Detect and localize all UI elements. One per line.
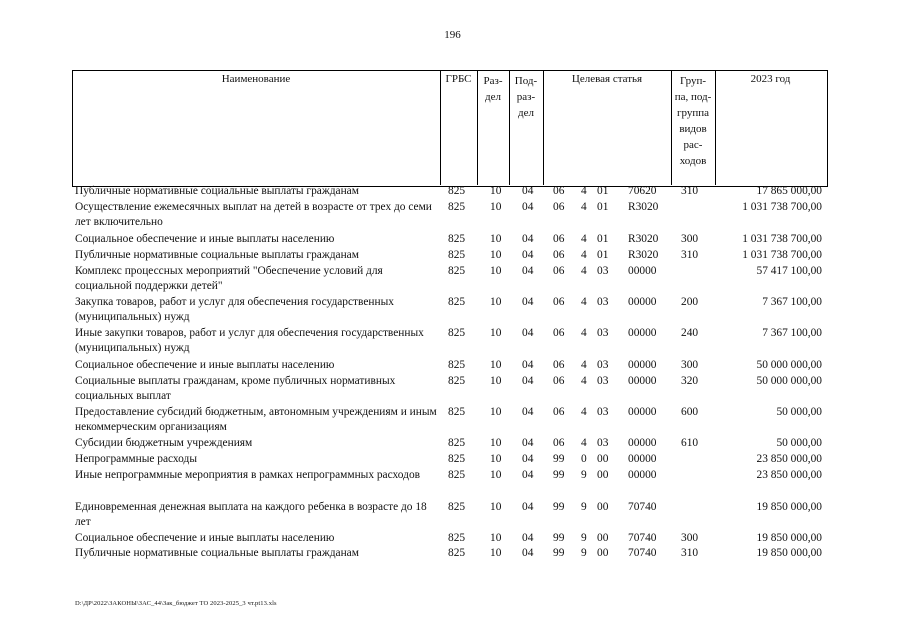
row-amount: 19 850 000,00 <box>756 532 822 544</box>
row-target-4: 00000 <box>628 296 657 308</box>
row-grbs: 825 <box>448 532 466 544</box>
row-grbs: 825 <box>448 501 466 513</box>
row-target-2: 9 <box>581 532 587 544</box>
header-razdel-line: Раз- <box>483 75 503 87</box>
row-name: Субсидии бюджетным учреждениям <box>75 437 253 449</box>
col-divider <box>440 70 441 185</box>
row-amount: 19 850 000,00 <box>756 501 822 513</box>
header-name-text: Наименование <box>221 73 291 85</box>
row-target-3: 00 <box>597 453 609 465</box>
header-podrazdel <box>509 70 543 121</box>
row-amount: 23 850 000,00 <box>756 469 822 481</box>
row-razdel: 10 <box>490 453 502 465</box>
header-podrazdel-line: Под- <box>514 75 538 87</box>
row-podrazdel: 04 <box>522 469 534 481</box>
row-target-1: 06 <box>553 359 565 371</box>
row-target-3: 03 <box>597 359 609 371</box>
row-razdel: 10 <box>490 501 502 513</box>
row-amount: 50 000,00 <box>776 437 822 449</box>
row-podrazdel: 04 <box>522 249 534 261</box>
row-razdel: 10 <box>490 296 502 308</box>
row-target-3: 00 <box>597 501 609 513</box>
row-target-2: 9 <box>581 469 587 481</box>
row-target-2: 4 <box>581 375 587 387</box>
row-target-1: 99 <box>553 469 565 481</box>
row-group: 310 <box>681 547 699 559</box>
row-razdel: 10 <box>490 547 502 559</box>
row-grbs: 825 <box>448 359 466 371</box>
row-target-3: 01 <box>597 201 609 213</box>
row-group: 200 <box>681 296 699 308</box>
row-amount: 23 850 000,00 <box>756 453 822 465</box>
row-razdel: 10 <box>490 249 502 261</box>
row-group: 600 <box>681 406 699 418</box>
row-podrazdel: 04 <box>522 201 534 213</box>
row-grbs: 825 <box>448 185 466 197</box>
row-grbs: 825 <box>448 296 466 308</box>
row-razdel: 10 <box>490 359 502 371</box>
row-target-3: 03 <box>597 375 609 387</box>
header-group-line: па, под- <box>674 91 712 103</box>
row-target-2: 4 <box>581 233 587 245</box>
row-podrazdel: 04 <box>522 185 534 197</box>
row-name: Публичные нормативные социальные выплаты гражданам <box>75 249 359 261</box>
row-podrazdel: 04 <box>522 233 534 245</box>
row-podrazdel: 04 <box>522 359 534 371</box>
row-amount: 7 367 100,00 <box>762 296 822 308</box>
row-target-3: 03 <box>597 437 609 449</box>
row-name: Социальное обеспечение и иные выплаты населению <box>75 359 335 371</box>
row-target-1: 06 <box>553 375 565 387</box>
row-name: Публичные нормативные социальные выплаты гражданам <box>75 547 359 559</box>
row-target-2: 4 <box>581 406 587 418</box>
header-group-line: Груп- <box>679 75 707 87</box>
header-group <box>671 70 715 169</box>
row-target-3: 00 <box>597 547 609 559</box>
row-group: 240 <box>681 327 699 339</box>
row-amount: 1 031 738 700,00 <box>742 249 822 261</box>
row-grbs: 825 <box>448 233 466 245</box>
row-target-2: 0 <box>581 453 587 465</box>
row-target-4: R3020 <box>628 249 659 261</box>
row-target-1: 06 <box>553 233 565 245</box>
col-divider <box>715 70 716 185</box>
header-year: 2023 год <box>750 73 791 85</box>
row-name: Социальное обеспечение и иные выплаты населению <box>75 532 335 544</box>
col-divider <box>543 70 544 185</box>
row-grbs: 825 <box>448 375 466 387</box>
row-target-4: 00000 <box>628 437 657 449</box>
row-name: Закупка товаров, работ и услуг для обеспечения государственных (муниципальных) нужд <box>75 296 394 323</box>
row-target-4: 00000 <box>628 469 657 481</box>
row-podrazdel: 04 <box>522 375 534 387</box>
row-name: Предоставление субсидий бюджетным, автономным учреждениям и иным некоммерческим организациям <box>75 406 437 433</box>
row-podrazdel: 04 <box>522 296 534 308</box>
row-razdel: 10 <box>490 185 502 197</box>
row-target-1: 06 <box>553 327 565 339</box>
row-target-2: 9 <box>581 501 587 513</box>
row-target-4: 00000 <box>628 406 657 418</box>
row-target-2: 9 <box>581 547 587 559</box>
row-target-2: 4 <box>581 201 587 213</box>
row-target-1: 99 <box>553 501 565 513</box>
row-grbs: 825 <box>448 453 466 465</box>
row-group: 300 <box>681 532 699 544</box>
row-name: Единовременная денежная выплата на каждого ребенка в возрасте до 18 лет <box>75 501 427 528</box>
row-grbs: 825 <box>448 249 466 261</box>
row-target-3: 03 <box>597 265 609 277</box>
row-target-2: 4 <box>581 185 587 197</box>
header-podrazdel-line: дел <box>518 107 534 119</box>
row-name: Комплекс процессных мероприятий "Обеспечение условий для социальной поддержки детей" <box>75 265 383 292</box>
row-target-4: 00000 <box>628 265 657 277</box>
row-razdel: 10 <box>490 327 502 339</box>
row-target-1: 06 <box>553 185 565 197</box>
row-target-2: 4 <box>581 296 587 308</box>
row-razdel: 10 <box>490 375 502 387</box>
row-grbs: 825 <box>448 406 466 418</box>
row-target-2: 4 <box>581 249 587 261</box>
row-target-1: 99 <box>553 453 565 465</box>
row-name: Социальное обеспечение и иные выплаты населению <box>75 233 335 245</box>
header-razdel-line: дел <box>485 91 501 103</box>
row-target-2: 4 <box>581 359 587 371</box>
row-target-4: 00000 <box>628 359 657 371</box>
row-name: Иные непрограммные мероприятия в рамках непрограммных расходов <box>75 469 421 481</box>
row-target-4: 70620 <box>628 185 657 197</box>
row-group: 300 <box>681 233 699 245</box>
row-name: Осуществление ежемесячных выплат на детей в возрасте от трех до семи лет включительно <box>75 201 432 228</box>
row-group: 610 <box>681 437 699 449</box>
row-target-2: 4 <box>581 327 587 339</box>
row-target-4: 00000 <box>628 375 657 387</box>
row-target-3: 01 <box>597 233 609 245</box>
row-group: 300 <box>681 359 699 371</box>
header-grbs: ГРБС <box>445 73 472 85</box>
row-target-1: 99 <box>553 532 565 544</box>
row-name: Непрограммные расходы <box>75 453 197 465</box>
header-group-line: видов <box>679 123 707 135</box>
row-grbs: 825 <box>448 265 466 277</box>
row-target-3: 01 <box>597 185 609 197</box>
row-grbs: 825 <box>448 547 466 559</box>
row-grbs: 825 <box>448 437 466 449</box>
header-name <box>72 70 440 85</box>
row-target-2: 4 <box>581 265 587 277</box>
row-amount: 7 367 100,00 <box>762 327 822 339</box>
row-target-3: 01 <box>597 249 609 261</box>
row-amount: 1 031 738 700,00 <box>742 201 822 213</box>
row-target-3: 03 <box>597 327 609 339</box>
page-number: 196 <box>444 29 461 41</box>
header-razdel <box>477 70 509 105</box>
row-target-4: 70740 <box>628 547 657 559</box>
header-group-line: рас- <box>683 139 703 151</box>
header-target: Целевая статья <box>571 73 643 85</box>
row-razdel: 10 <box>490 265 502 277</box>
row-amount: 50 000 000,00 <box>756 375 822 387</box>
row-amount: 57 417 100,00 <box>756 265 822 277</box>
row-target-1: 99 <box>553 547 565 559</box>
row-podrazdel: 04 <box>522 406 534 418</box>
row-group: 320 <box>681 375 699 387</box>
row-target-1: 06 <box>553 296 565 308</box>
row-target-1: 06 <box>553 265 565 277</box>
row-target-4: 70740 <box>628 501 657 513</box>
row-grbs: 825 <box>448 469 466 481</box>
row-target-1: 06 <box>553 437 565 449</box>
row-group: 310 <box>681 249 699 261</box>
row-razdel: 10 <box>490 532 502 544</box>
row-podrazdel: 04 <box>522 501 534 513</box>
row-target-3: 00 <box>597 532 609 544</box>
row-amount: 1 031 738 700,00 <box>742 233 822 245</box>
row-podrazdel: 04 <box>522 437 534 449</box>
row-podrazdel: 04 <box>522 532 534 544</box>
row-target-4: 70740 <box>628 532 657 544</box>
footer-file-path: D:\ДР\2022\ЗАКОНЫ\ЗАС_44\Зак_бюджет ТО 2023-2025_3 чт.pt13.xls <box>75 600 277 607</box>
row-target-1: 06 <box>553 249 565 261</box>
row-target-1: 06 <box>553 201 565 213</box>
row-target-1: 06 <box>553 406 565 418</box>
row-group: 310 <box>681 185 699 197</box>
row-target-2: 4 <box>581 437 587 449</box>
row-name: Иные закупки товаров, работ и услуг для обеспечения государственных (муниципальных) нужд <box>75 327 424 354</box>
row-razdel: 10 <box>490 437 502 449</box>
row-target-3: 03 <box>597 406 609 418</box>
row-podrazdel: 04 <box>522 547 534 559</box>
row-podrazdel: 04 <box>522 453 534 465</box>
row-razdel: 10 <box>490 233 502 245</box>
header-group-line: группа <box>676 107 710 119</box>
row-razdel: 10 <box>490 406 502 418</box>
row-target-4: R3020 <box>628 201 659 213</box>
row-amount: 50 000 000,00 <box>756 359 822 371</box>
row-amount: 19 850 000,00 <box>756 547 822 559</box>
row-target-3: 00 <box>597 469 609 481</box>
row-razdel: 10 <box>490 201 502 213</box>
row-name: Публичные нормативные социальные выплаты гражданам <box>75 185 359 197</box>
row-razdel: 10 <box>490 469 502 481</box>
row-target-4: R3020 <box>628 233 659 245</box>
row-target-4: 00000 <box>628 453 657 465</box>
row-amount: 50 000,00 <box>776 406 822 418</box>
row-podrazdel: 04 <box>522 265 534 277</box>
row-target-3: 03 <box>597 296 609 308</box>
row-grbs: 825 <box>448 201 466 213</box>
row-podrazdel: 04 <box>522 327 534 339</box>
row-amount: 17 865 000,00 <box>756 185 822 197</box>
row-name: Социальные выплаты гражданам, кроме публичных нормативных социальных выплат <box>75 375 396 402</box>
header-podrazdel-line: раз- <box>516 91 536 103</box>
row-target-4: 00000 <box>628 327 657 339</box>
header-group-line: ходов <box>679 155 707 167</box>
row-grbs: 825 <box>448 327 466 339</box>
